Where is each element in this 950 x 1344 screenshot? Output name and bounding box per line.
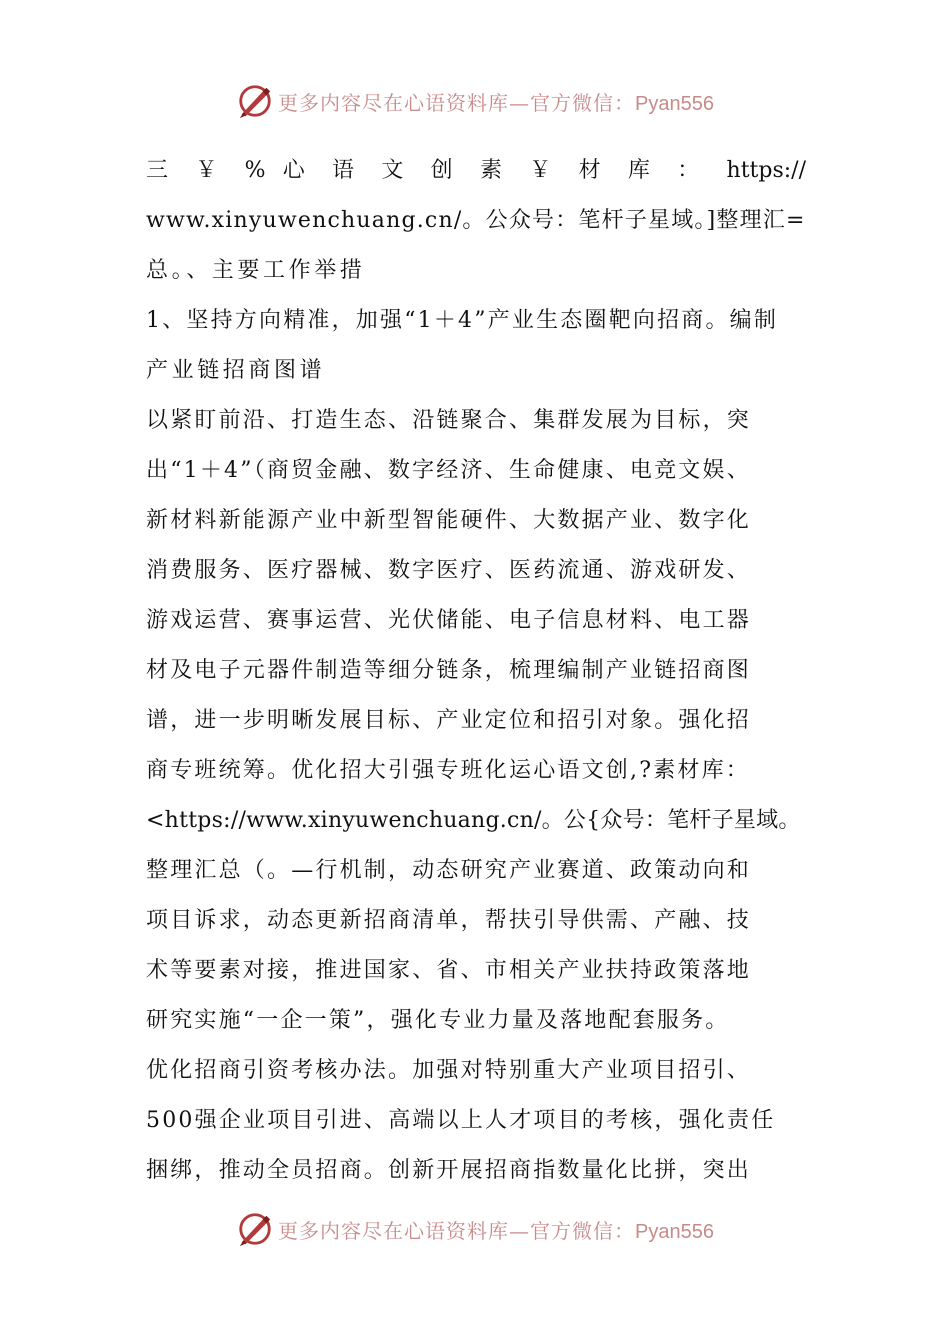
text-line: 术等要素对接，推进国家、省、市相关产业扶持政策落地 xyxy=(146,958,752,983)
text-line: 总。、主要工作举措 xyxy=(146,258,366,283)
text-line: 谱，进一步明晰发展目标、产业定位和招引对象。强化招 xyxy=(146,708,752,733)
header-banner-account: Pyan556 xyxy=(635,92,714,115)
text-line: 1、坚持方向精准，加强“1＋4”产业生态圈靶向招商。编制 xyxy=(146,308,779,333)
text-line: 消费服务、医疗器械、数字医疗、医药流通、游戏研发、 xyxy=(146,558,752,583)
text-line: 三 ￥ % 心 语 文 创 素 ￥ 材 库 ： https:// xyxy=(146,158,806,183)
text-line: 研究实施“一企一策”，强化专业力量及落地配套服务。 xyxy=(146,1008,730,1033)
text-line: 项目诉求，动态更新招商清单，帮扶引导供需、产融、技 xyxy=(146,908,752,933)
document-body xyxy=(146,146,806,1196)
text-line: 整理汇总（。—行机制，动态研究产业赛道、政策动向和 xyxy=(146,858,752,883)
text-line: 产业链招商图谱 xyxy=(146,358,326,383)
header-banner xyxy=(0,78,950,124)
text-line: 捆绑，推动全员招商。创新开展招商指数量化比拼，突出 xyxy=(146,1158,752,1183)
footer-banner-text: 更多内容尽在心语资料库—官方微信：Pyan556 xyxy=(278,1218,714,1243)
text-line: 500强企业项目引进、高端以上人才项目的考核，强化责任 xyxy=(146,1108,776,1133)
footer-banner-account: Pyan556 xyxy=(635,1220,714,1243)
text-line: 出“1＋4”（商贸金融、数字经济、生命健康、电竞文娱、 xyxy=(146,458,751,483)
header-banner-text: 更多内容尽在心语资料库—官方微信：Pyan556 xyxy=(278,90,714,115)
text-line: <https://www.xinyuwenchuang.cn/。公{众号：笔杆子星域。 xyxy=(146,808,801,833)
pen-logo-icon xyxy=(236,1210,274,1248)
text-line: 新材料新能源产业中新型智能硬件、大数据产业、数字化 xyxy=(146,508,752,533)
text-line: 游戏运营、赛事运营、光伏储能、电子信息材料、电工器 xyxy=(146,608,752,633)
text-line: 以紧盯前沿、打造生态、沿链聚合、集群发展为目标，突 xyxy=(146,408,752,433)
text-line: 优化招商引资考核办法。加强对特别重大产业项目招引、 xyxy=(146,1058,752,1083)
text-line: 商专班统筹。优化招大引强专班化运心语文创,?素材库： xyxy=(146,758,750,783)
footer-banner xyxy=(0,1206,950,1252)
text-line: www.xinyuwenchuang.cn/。公众号：笔杆子星域。]整理汇= xyxy=(146,208,806,233)
pen-logo-icon xyxy=(236,82,274,120)
text-line: 材及电子元器件制造等细分链条，梳理编制产业链招商图 xyxy=(146,658,752,683)
